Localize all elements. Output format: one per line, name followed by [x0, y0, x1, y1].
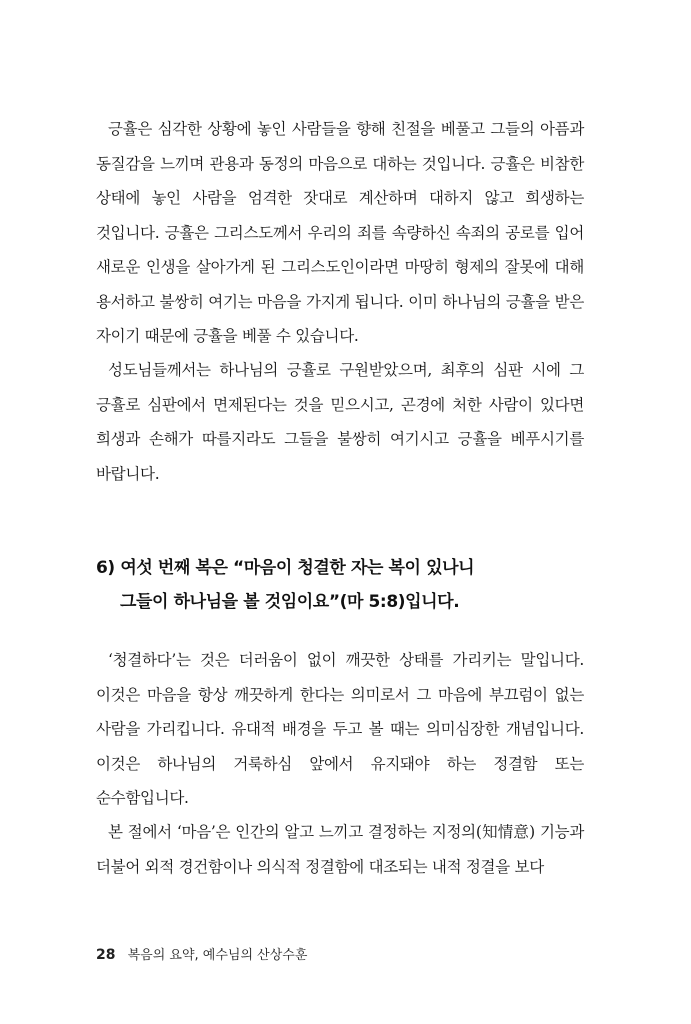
- page-number: 28: [96, 947, 116, 963]
- body-paragraph-heart: 본 절에서 ‘마음’은 인간의 알고 느끼고 결정하는 지정의(知情意) 기능과 더불어 외적 경건함이나 의식적 정결함에 대조되는 내적 정결을 보다: [96, 823, 584, 876]
- section-heading: [96, 551, 596, 619]
- section-heading-line2: 그들이 하나님을 볼 것임이요”(마 5:8)입니다.: [120, 592, 460, 612]
- body-paragraph-purity: ‘청결하다’는 것은 더러움이 없이 깨끗한 상태를 가리키는 말입니다. 이것은 마음을 항상 깨끗하게 한다는 의미로서 그 마음에 부끄럼이 없는 사람을 가리킵니다. 유대적 배경을 두고 볼 때는 의미심장한 개념입니다. 이것은 하나님의 거룩하심 앞에서 유지돼야 하는 정결함 또는 순수함입니다.: [96, 651, 584, 807]
- body-paragraph-mercy: 긍휼은 심각한 상황에 놓인 사람들을 향해 친절을 베풀고 그들의 아픔과 동질감을 느끼며 관용과 동정의 마음으로 대하는 것입니다. 긍휼은 비참한 상태에 놓인 사람을 엄격한 잣대로 계산하며 대하지 않고 희생하는 것입니다. 긍휼은 그리스도께서 우리의 죄를 속량하신 속죄의 공로를 입어 새로운 인생을 살아가게 된 그리스도인이라면 마땅히 형제의 잘못에 대해 용서하고 불쌍히 여기는 마음을 가지게 됩니다. 이미 하나님의 긍휼을 받은 자이기 때문에 긍휼을 베풀 수 있습니다.: [96, 120, 584, 345]
- running-title: 복음의 요약, 예수님의 산상수훈: [127, 948, 308, 963]
- page-footer: [96, 944, 307, 963]
- section-heading-line1: 6) 여섯 번째 복은 “마음이 청결한 자는 복이 있나니: [96, 558, 475, 578]
- body-paragraph-exhortation: 성도님들께서는 하나님의 긍휼로 구원받았으며, 최후의 심판 시에 그 긍휼로 심판에서 면제된다는 것을 믿으시고, 곤경에 처한 사람이 있다면 희생과 손해가 따를지라도 그들을 불쌍히 여기시고 긍휼을 베푸시기를 바랍니다.: [96, 361, 584, 483]
